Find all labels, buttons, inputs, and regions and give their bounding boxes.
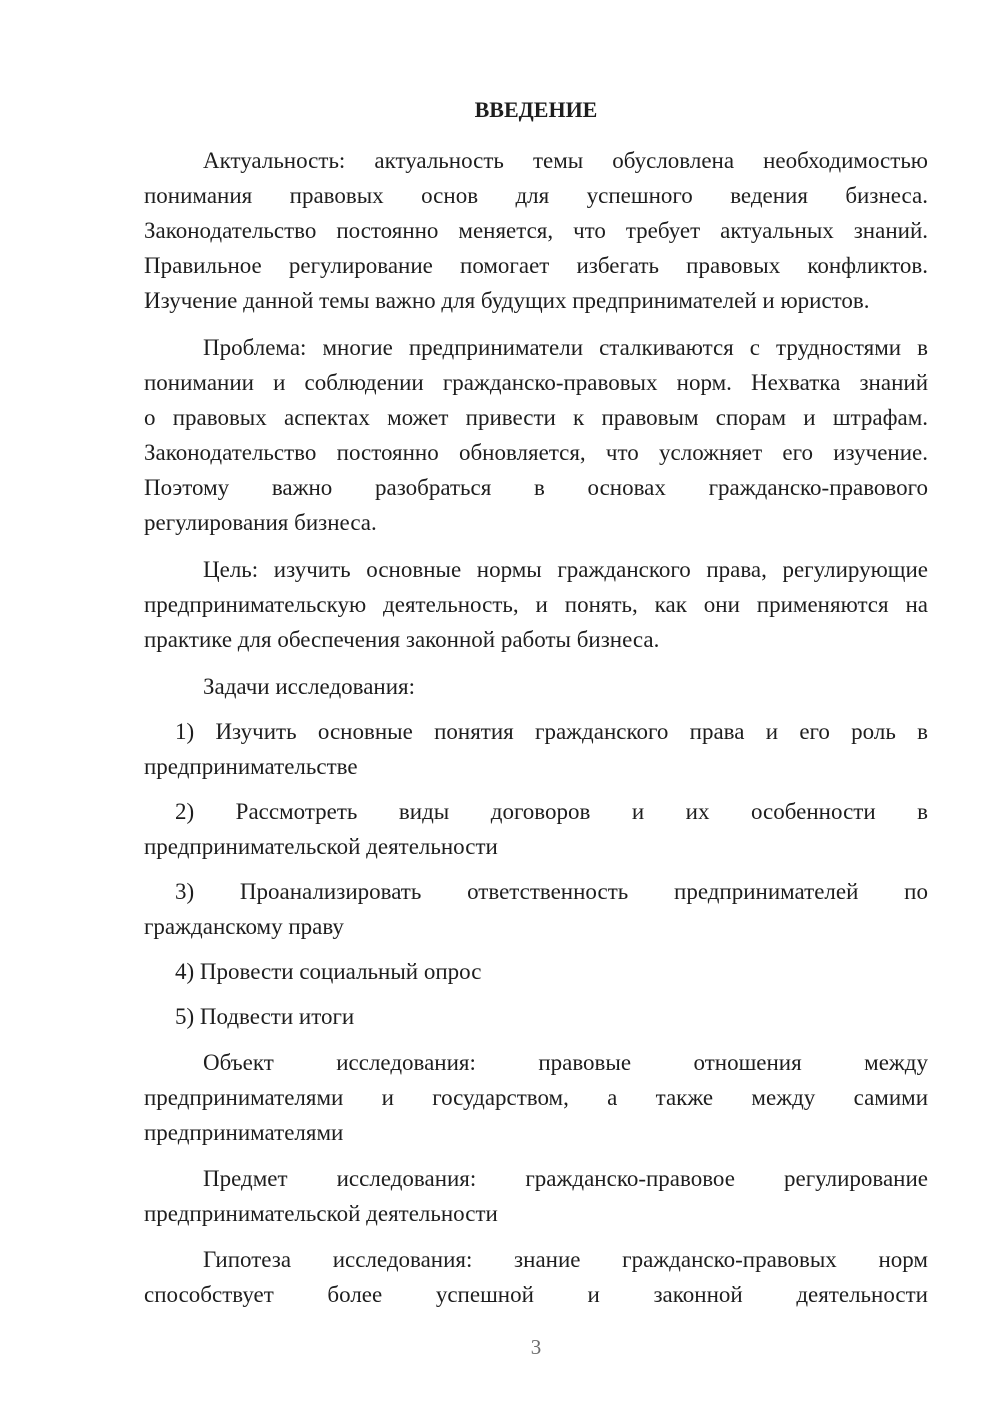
paragraph-tasks-heading: [144, 669, 928, 704]
paragraph-object: [144, 1045, 928, 1150]
task-item-5: [144, 999, 928, 1034]
text-line: Объект исследования: правовые отношения между: [203, 1050, 928, 1075]
text-line: способствует более успешной и законной деятельности: [144, 1282, 928, 1307]
text-line: Задачи исследования:: [203, 674, 416, 699]
text-line: 1) Изучить основные понятия гражданского права и его роль в: [175, 719, 928, 744]
page-number: 3: [530, 1335, 542, 1359]
paragraph-problem: [144, 330, 928, 540]
text-line: Правильное регулирование помогает избегать правовых конфликтов.: [144, 253, 928, 278]
text-line: предпринимательской деятельности: [144, 1201, 498, 1226]
text-line: понимания правовых основ для успешного ведения бизнеса.: [144, 183, 928, 208]
text-line: регулирования бизнеса.: [144, 510, 377, 535]
task-item-1: [144, 714, 928, 784]
text-line: предпринимателями: [144, 1120, 344, 1145]
text-line: предпринимательской деятельности: [144, 834, 498, 859]
text-line: о правовых аспектах может привести к правовым спорам и штрафам.: [144, 405, 928, 430]
text-line: предпринимательскую деятельность, и понять, как они применяются на: [144, 592, 928, 617]
text-line: 2) Рассмотреть виды договоров и их особенности в: [175, 799, 928, 824]
text-line: предпринимательстве: [144, 754, 358, 779]
text-line: Гипотеза исследования: знание гражданско-правовых норм: [203, 1247, 928, 1272]
text-line: гражданскому праву: [144, 914, 344, 939]
text-line: Изучение данной темы важно для будущих предпринимателей и юристов.: [144, 288, 870, 313]
text-line: Предмет исследования: гражданско-правовое регулирование: [203, 1166, 928, 1191]
page-title: ВВЕДЕНИЕ: [474, 97, 598, 122]
paragraph-hypothesis: [144, 1242, 928, 1312]
text-line: 5) Подвести итоги: [175, 1004, 355, 1029]
text-line: Законодательство постоянно обновляется, что усложняет его изучение.: [144, 440, 928, 465]
task-item-4: [144, 954, 928, 989]
text-line: 4) Провести социальный опрос: [175, 959, 482, 984]
text-line: практике для обеспечения законной работы бизнеса.: [144, 627, 660, 652]
text-line: понимании и соблюдении гражданско-правовых норм. Нехватка знаний: [144, 370, 928, 395]
text-line: предпринимателями и государством, а также между самими: [144, 1085, 928, 1110]
paragraph-subject: [144, 1161, 928, 1231]
task-item-3: [144, 874, 928, 944]
text-line: Проблема: многие предприниматели сталкиваются с трудностями в: [203, 335, 928, 360]
text-line: Законодательство постоянно меняется, что требует актуальных знаний.: [144, 218, 928, 243]
text-line: Цель: изучить основные нормы гражданского права, регулирующие: [203, 557, 928, 582]
text-line: Поэтому важно разобраться в основах гражданско-правового: [144, 475, 928, 500]
paragraph-relevance: [144, 143, 928, 318]
text-line: 3) Проанализировать ответственность предпринимателей по: [175, 879, 928, 904]
task-item-2: [144, 794, 928, 864]
paragraph-goal: [144, 552, 928, 657]
text-line: Актуальность: актуальность темы обусловлена необходимостью: [203, 148, 928, 173]
